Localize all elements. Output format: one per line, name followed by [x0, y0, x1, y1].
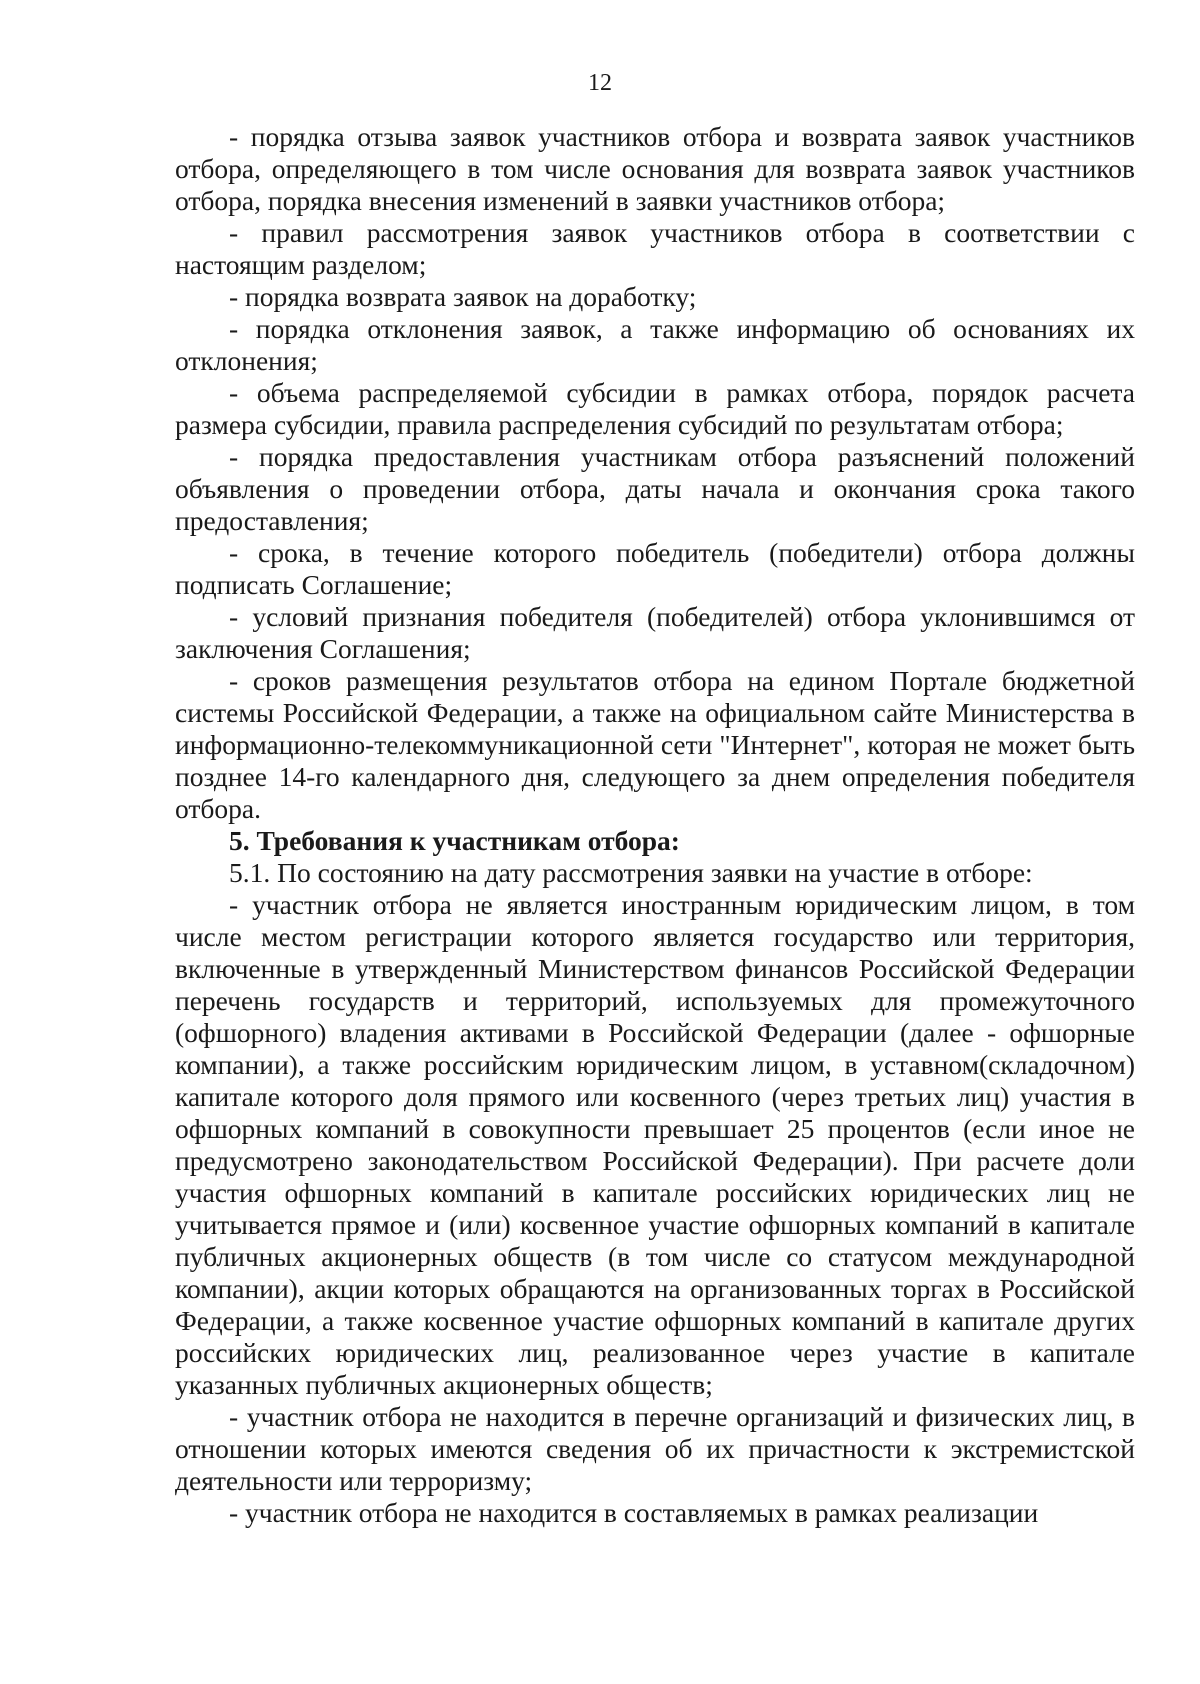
section-heading: 5. Требования к участникам отбора:: [229, 825, 680, 856]
document-body: [175, 121, 1135, 1529]
paragraph-withdrawal-order: - порядка отзыва заявок участников отбора и возврата заявок участников отбора, определяющего в том числе основания для возврата заявок участников отбора, порядка внесения изменений в заявки участников отбора;: [175, 121, 1135, 216]
paragraph-subsidy-volume: - объема распределяемой субсидии в рамках отбора, порядок расчета размера субсидии, правила распределения субсидий по результатам отбора;: [175, 377, 1135, 440]
paragraph-clarifications: - порядка предоставления участникам отбора разъяснений положений объявления о проведении отбора, даты начала и окончания срока такого предоставления;: [175, 441, 1135, 536]
paragraph-return-order: - порядка возврата заявок на доработку;: [229, 281, 697, 312]
paragraph-results-publication: - сроков размещения результатов отбора на едином Портале бюджетной системы Российской Федерации, а также на официальном сайте Министерства в информационно-телекоммуникационной сети "Интернет", которая не может быть позднее 14-го календарного дня, следующего за днем определения победителя отбора.: [175, 665, 1135, 824]
paragraph-rejection-order: - порядка отклонения заявок, а также информацию об основаниях их отклонения;: [175, 313, 1135, 376]
paragraph-offshore-requirement: - участник отбора не является иностранным юридическим лицом, в том числе местом регистрации которого является государство или территория, включенные в утвержденный Министерством финансов Российской Федерации перечень государств и территорий, используемых для промежуточного (офшорного) владения активами в Российской Федерации (далее - офшорные компании), а также российским юридическим лицом, в уставном(складочном) капитале которого доля прямого или косвенного (через третьих лиц) участия в офшорных компаний в совокупности превышает 25 процентов (если иное не предусмотрено законодательством Российской Федерации). При расчете доли участия офшорных компаний в капитале российских юридических лиц не учитывается прямое и (или) косвенное участие офшорных компаний в капитале публичных акционерных обществ (в том числе со статусом международной компании), акции которых обращаются на организованных торгах в Российской Федерации, а также косвенное участие офшорных компаний в капитале других российских юридических лиц, реализованное через участие в капитале указанных публичных акционерных обществ;: [175, 889, 1135, 1400]
paragraph-extremism-list: - участник отбора не находится в перечне организаций и физических лиц, в отношении которых имеются сведения об их причастности к экстремистской деятельности или терроризму;: [175, 1401, 1135, 1496]
page-number: 12: [588, 70, 612, 96]
paragraph-evasion-conditions: - условий признания победителя (победителей) отбора уклонившимся от заключения Соглашения;: [175, 601, 1135, 664]
paragraph-signing-term: - срока, в течение которого победитель (победители) отбора должны подписать Соглашение;: [175, 537, 1135, 600]
paragraph-lists-continuation: - участник отбора не находится в составляемых в рамках реализации: [229, 1497, 1039, 1528]
paragraph-clause-5-1: 5.1. По состоянию на дату рассмотрения заявки на участие в отборе:: [229, 857, 1033, 888]
paragraph-review-rules: - правил рассмотрения заявок участников отбора в соответствии с настоящим разделом;: [175, 217, 1135, 280]
